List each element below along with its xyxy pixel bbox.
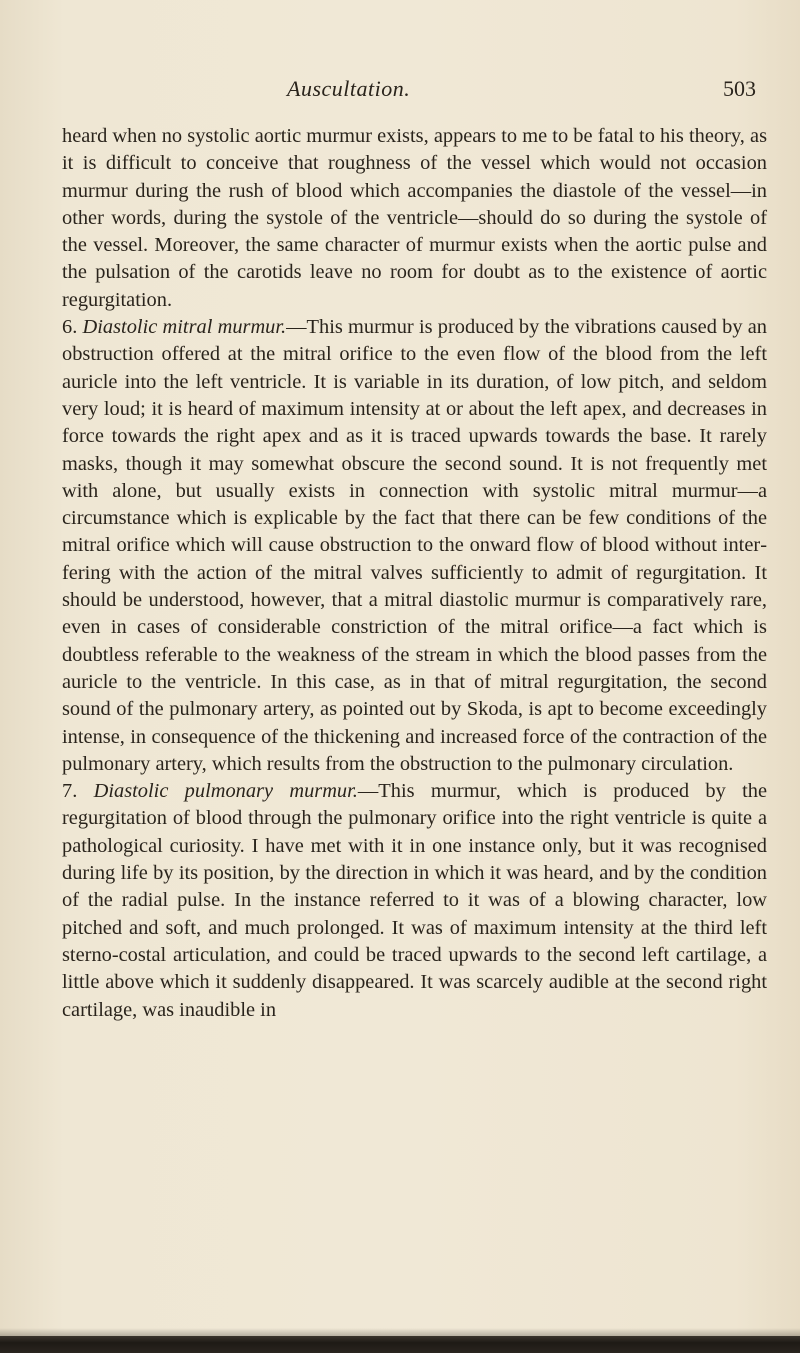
paragraph-diastolic-pulmonary <box>62 778 767 1024</box>
body-text <box>62 123 767 1024</box>
page-number: 503 <box>723 76 756 101</box>
page-header <box>62 76 762 106</box>
section-text-mitral: —This murmur is produced by the vibrations caused by an obstruction offered at the mitral orifice to the even flow of the blood from the left auricle into the left ventricle. It is variable in its duration, of low pitch, and seldom very loud; it is heard of maximum intensity at or about the left apex, and decreases in force towards the right apex and as it is traced upwards towards the base. It rarely masks, though it may somewhat obscure the second sound. It is not frequently met with alone, but usually exists in connection with systolic mitral murmur—a circumstance which is explicable by the fact that there can be few conditions of the mitral orifice which will cause obstruction to the onward flow of blood without interfering with the action of the mitral valves sufficiently to admit of regurgitation. It should be understood, however, that a mitral diastolic murmur is comparatively rare, even in cases of considerable constriction of the mitral orifice—a fact which is doubtless referable to the weakness of the stream in which the blood passes from the auricle to the ventricle. In this case, as in that of mitral regurgitation, the second sound of the pulmonary artery, as pointed out by Skoda, is apt to become exceedingly intense, in consequence of the thickening and increased force of the contraction of the pulmonary artery, which results from the obstruction to the pulmonary circulation. <box>62 316 767 775</box>
section-number: 6. <box>62 316 78 339</box>
paragraph-aortic-continuation: heard when no systolic aortic murmur exists, appears to me to be fatal to his theory, as it is difficult to conceive that roughness of the vessel which would not occasion murmur during the rush of blood which accompanies the diastole of the vessel—in other words, during the systole of the ventricle—should do so during the systole of the vessel. Moreover, the same character of murmur exists when the aortic pulse and the pulsation of the carotids leave no room for doubt as to the existence of aortic regurgitation. <box>62 125 767 311</box>
section-number: 7. <box>62 780 78 803</box>
section-heading-mitral: Diastolic mitral murmur. <box>82 316 287 339</box>
paragraph-diastolic-mitral <box>62 314 767 778</box>
running-title: Auscultation. <box>287 76 411 101</box>
scan-edge-band <box>0 1336 800 1353</box>
section-heading-pulmonary: Diastolic pulmonary murmur. <box>93 780 358 803</box>
section-text-pulmonary: —This murmur, which is produced by the regurgitation of blood through the pulmonary orifice into the right ventricle is quite a pathological curiosity. I have met with it in one instance only, but it was recognised during life by its position, by the direction in which it was heard, and by the condition of the radial pulse. In the instance referred to it was of a blowing character, low pitched and soft, and much prolonged. It was of maximum intensity at the third left sterno-costal articulation, and could be traced upwards to the second left cartilage, a little above which it suddenly disappeared. It was scarcely audible at the second right cartilage, was inaudible in <box>62 780 767 1021</box>
